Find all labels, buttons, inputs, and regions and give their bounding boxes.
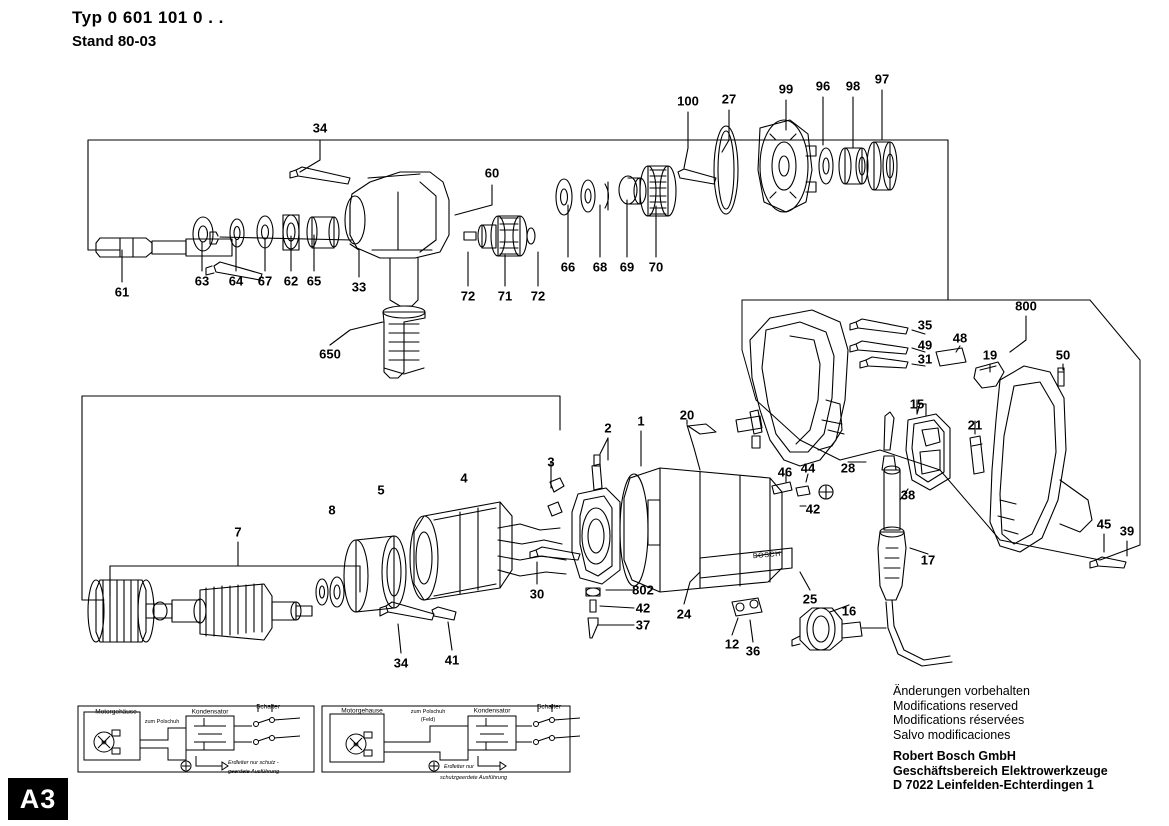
callout-62: 62 [283, 273, 299, 289]
callout-2: 2 [604, 420, 612, 436]
callout-66: 66 [560, 259, 576, 275]
callout-12: 12 [724, 636, 740, 652]
wiring-right-pole-sub: (Feld) [420, 717, 436, 723]
wiring-right-note-line2: schutzgeerdete Ausführung [440, 775, 508, 781]
callout-50: 50 [1055, 347, 1071, 363]
callout-8: 8 [328, 502, 336, 518]
wiring-right-pole-label: zum Polschuh [410, 709, 446, 715]
callout-38: 38 [900, 487, 916, 503]
callout-4: 4 [460, 470, 468, 486]
legal-line-en: Modifications reserved [893, 698, 1019, 713]
callout-46: 46 [777, 464, 793, 480]
callout-3: 3 [547, 454, 555, 470]
callout-31: 31 [917, 351, 933, 367]
callout-34: 34 [312, 120, 328, 136]
callout-42: 42 [635, 600, 651, 616]
callout-65: 65 [306, 273, 322, 289]
callout-69: 69 [619, 259, 635, 275]
callout-41: 41 [444, 652, 460, 668]
wiring-right-capacitor-label: Kondensator [473, 707, 511, 715]
callout-48: 48 [952, 330, 968, 346]
callout-72: 72 [530, 288, 546, 304]
callout-35: 35 [917, 317, 933, 333]
wiring-left-note-line2: geerdete Ausführung [228, 769, 280, 775]
company-address-block [893, 749, 1108, 793]
callout-45: 45 [1096, 516, 1112, 532]
callout-33: 33 [351, 279, 367, 295]
callout-71: 71 [497, 288, 513, 304]
callout-24: 24 [676, 606, 692, 622]
callout-72: 72 [460, 288, 476, 304]
callout-15: 15 [909, 396, 925, 412]
callout-28: 28 [840, 460, 856, 476]
callout-21: 21 [967, 417, 983, 433]
callout-70: 70 [648, 259, 664, 275]
callout-42: 42 [805, 501, 821, 517]
callout-17: 17 [920, 552, 936, 568]
callout-49: 49 [917, 337, 933, 353]
callout-16: 16 [841, 603, 857, 619]
company-division: Geschäftsbereich Elektrowerkzeuge [893, 763, 1108, 778]
callout-99: 99 [778, 81, 794, 97]
callout-5: 5 [377, 482, 385, 498]
legal-line-es: Salvo modificaciones [893, 727, 1011, 742]
callout-67: 67 [257, 273, 273, 289]
callout-97: 97 [874, 71, 890, 87]
wiring-right-note-line1: Erdleiter nur [444, 764, 474, 770]
company-address: D 7022 Leinfelden-Echterdingen 1 [893, 778, 1094, 792]
legal-notice-block [893, 684, 1030, 742]
callout-7: 7 [234, 524, 242, 540]
page-subtitle: Stand 80-03 [72, 33, 157, 50]
callout-96: 96 [815, 78, 831, 94]
callout-34: 34 [393, 655, 409, 671]
callout-19: 19 [982, 347, 998, 363]
wiring-left-capacitor-label: Kondensator [191, 708, 229, 716]
legal-line-de: Änderungen vorbehalten [893, 684, 1030, 698]
callout-44: 44 [800, 460, 816, 476]
callout-36: 36 [745, 643, 761, 659]
callout-25: 25 [802, 591, 818, 607]
callout-60: 60 [484, 165, 500, 181]
callout-64: 64 [228, 273, 244, 289]
wiring-right-motor-label: Motorgehause [341, 707, 383, 715]
wiring-left-motor-letter: M [101, 739, 107, 747]
callout-27: 27 [721, 91, 737, 107]
callout-98: 98 [845, 78, 861, 94]
wiring-left-pole-label: zum Polschuh [144, 719, 180, 725]
wiring-right-motor-letter: M [353, 741, 359, 749]
callout-30: 30 [529, 586, 545, 602]
callout-61: 61 [114, 284, 130, 300]
callout-650: 650 [319, 346, 341, 362]
wiring-left-motor-label: Motorgehäuse [95, 708, 137, 716]
callout-802: 802 [632, 582, 654, 598]
callout-68: 68 [592, 259, 608, 275]
page-badge: A3 [8, 778, 68, 820]
callout-20: 20 [679, 407, 695, 423]
wiring-left-note-line1: Erdleiter nur schutz - [228, 760, 279, 766]
callout-39: 39 [1119, 523, 1135, 539]
brand-label: BOSCH [752, 550, 782, 561]
callout-63: 63 [194, 273, 210, 289]
callout-1: 1 [637, 413, 645, 429]
page-title: Typ 0 601 101 0 . . [72, 8, 224, 27]
wiring-left-switch-label: Schalter [256, 703, 280, 711]
callout-100: 100 [677, 93, 699, 109]
company-name: Robert Bosch GmbH [893, 749, 1016, 763]
wiring-right-switch-label: Schalter [537, 703, 561, 711]
callout-800: 800 [1015, 298, 1037, 314]
callout-37: 37 [635, 617, 651, 633]
legal-line-fr: Modifications réservées [893, 713, 1025, 727]
